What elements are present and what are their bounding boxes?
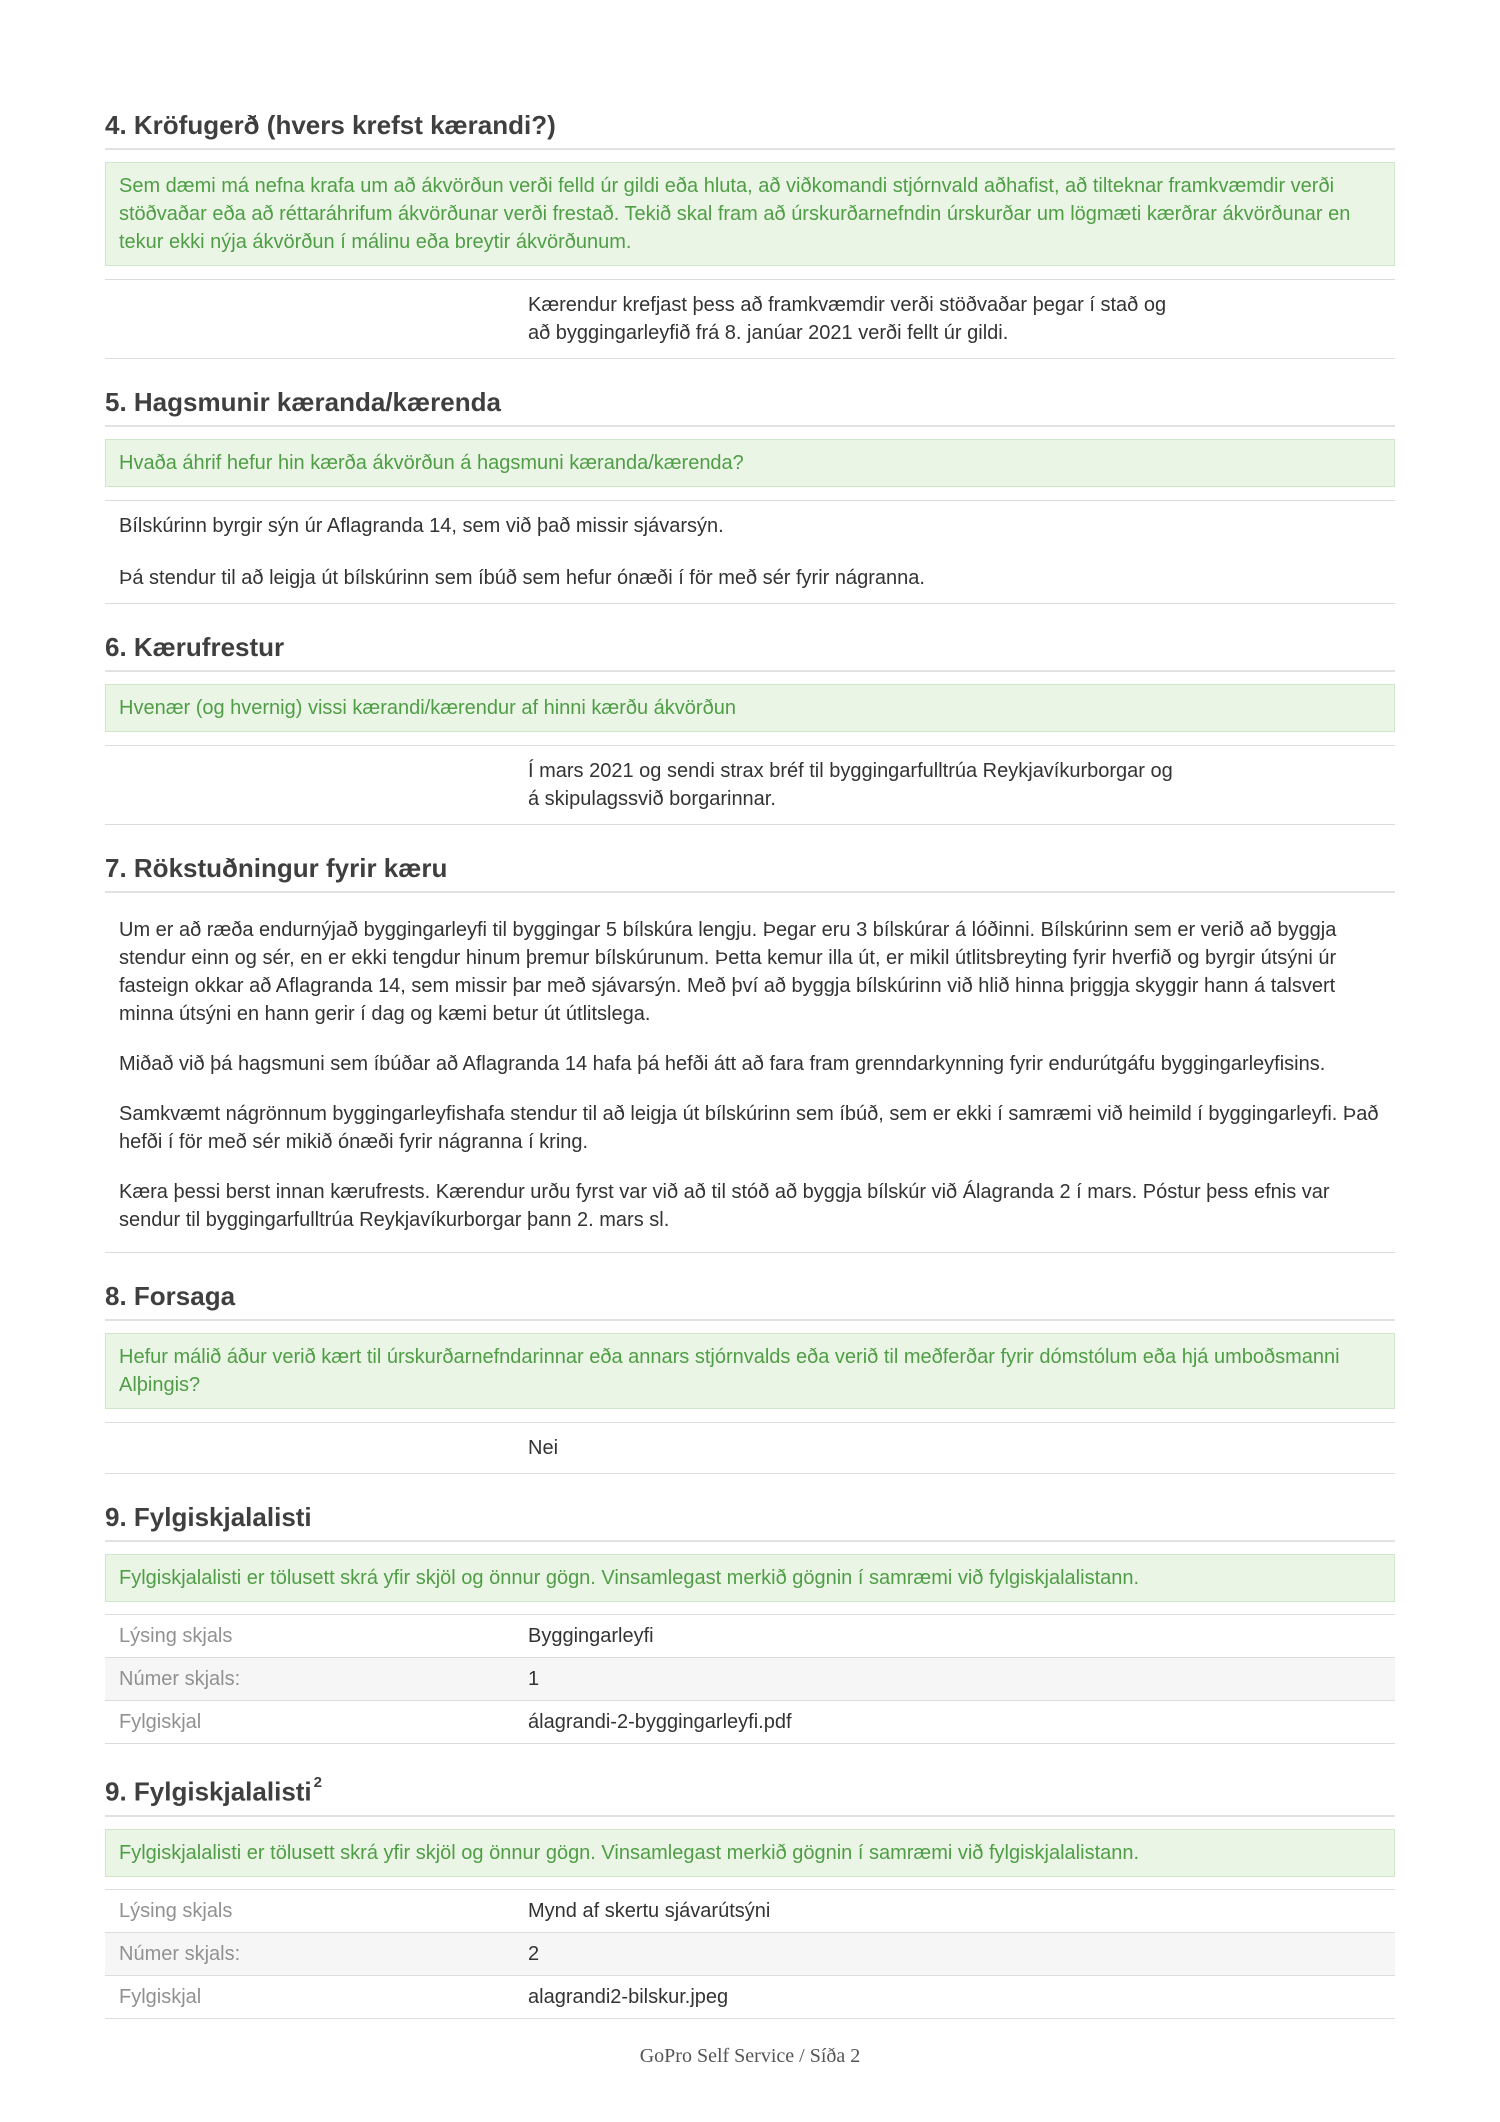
section-hagsmunir xyxy=(105,387,1395,604)
hint-box xyxy=(105,1333,1395,1409)
row-label: Lýsing skjals xyxy=(119,1625,233,1647)
section-fylgiskjalalisti-2 xyxy=(105,1772,1395,2019)
row-value: álagrandi-2-byggingarleyfi.pdf xyxy=(528,1711,792,1733)
hint-text: Hefur málið áður verið kært til úrskurðarnefndarinnar eða annars stjórnvalds eða verið til meðferðar fyrir dómstólum eða hjá umboðsmanni Alþingis? xyxy=(119,1346,1340,1396)
hint-box xyxy=(105,439,1395,487)
hint-box xyxy=(105,1829,1395,1877)
row-value: alagrandi2-bilskur.jpeg xyxy=(528,1985,729,2008)
attachment-table xyxy=(105,1889,1395,2019)
section-heading-krofugerd: 4. Kröfugerð (hvers krefst kærandi?) xyxy=(105,110,1395,150)
table-row xyxy=(105,1615,1395,1658)
answer-text: Í mars 2021 og sendi strax bréf til byggingarfulltrúa Reykjavíkurborgar og á skipulagssvið borgarinnar. xyxy=(528,760,1173,810)
row-label: Númer skjals: xyxy=(119,1668,241,1690)
answer-block xyxy=(105,500,1395,604)
section-heading-hagsmunir: 5. Hagsmunir kæranda/kærenda xyxy=(105,387,1395,427)
section-heading-rokstudningur: 7. Rökstuðningur fyrir kæru xyxy=(105,853,1395,893)
hint-text: Hvaða áhrif hefur hin kærða ákvörðun á hagsmuni kæranda/kærenda? xyxy=(119,452,744,474)
row-label: Lýsing skjals xyxy=(119,1899,233,1922)
row-label: Númer skjals: xyxy=(119,1942,241,1965)
answer-text: Bílskúrinn byrgir sýn úr Aflagranda 14, sem við það missir sjávarsýn. xyxy=(119,515,724,537)
table-row xyxy=(105,1701,1395,1744)
section-heading-forsaga: 8. Forsaga xyxy=(105,1281,1395,1321)
hint-text: Fylgiskjalalisti er tölusett skrá yfir skjöl og önnur gögn. Vinsamlegast merkið gögnin í samræmi við fylgiskjalalistann. xyxy=(119,1841,1140,1864)
row-value: Byggingarleyfi xyxy=(528,1625,654,1647)
table-row xyxy=(105,1976,1395,2019)
section-heading-fylgiskjalalisti-1: 9. Fylgiskjalalisti xyxy=(105,1502,1395,1542)
answer-text: Þá stendur til að leigja út bílskúrinn sem íbúð sem hefur ónæði í för með sér fyrir nágranna. xyxy=(119,567,925,589)
row-label: Fylgiskjal xyxy=(119,1985,202,2008)
page-footer: GoPro Self Service / Síða 2 xyxy=(639,2044,861,2067)
answer-block xyxy=(105,745,1395,825)
section-heading-fylgiskjalalisti-2 xyxy=(105,1772,1395,1817)
row-value: 1 xyxy=(528,1668,540,1690)
attachment-table xyxy=(105,1614,1395,1744)
table-row xyxy=(105,1933,1395,1976)
answer-text: Kærendur krefjast þess að framkvæmdir verði stöðvaðar þegar í stað og að byggingarleyfið frá 8. janúar 2021 verði fellt úr gildi. xyxy=(528,294,1167,344)
answer-block xyxy=(105,1422,1395,1474)
answer-paragraph: Kæra þessi berst innan kærufrests. Kærendur urðu fyrst var við að til stóð að byggja bílskúr við Álagranda 2 í mars. Póstur þess efnis var sendur til byggingarfulltrúa Reykjavíkurborgar þann 2. mars sl. xyxy=(119,1181,1330,1231)
hint-box xyxy=(105,162,1395,266)
table-row xyxy=(105,1658,1395,1701)
answer-paragraph: Samkvæmt nágrönnum byggingarleyfishafa stendur til að leigja út bílskúrinn sem íbúð, sem er ekki í samræmi við heimild í byggingarleyfi. Það hefði í för með sér mikið ónæði fyrir nágranna í kring. xyxy=(119,1103,1379,1153)
hint-box xyxy=(105,684,1395,732)
section-fylgiskjalalisti-1 xyxy=(105,1502,1395,1744)
heading-superscript: 2 xyxy=(313,1774,322,1791)
answer-paragraph: Um er að ræða endurnýjað byggingarleyfi til byggingar 5 bílskúra lengju. Þegar eru 3 bílskúrar á lóðinni. Bílskúrinn sem er verið að byggja stendur einn og sér, en er ekki tengdur hinum þremur bílskúrunum. Þetta kemur illa út, er mikil útlitsbreyting fyrir hverfið og byrgir útsýni úr fasteign okkar að Aflagranda 14, sem missir þar með sjávarsýn. Með því að byggja bílskúrinn við hlið hinna þriggja skyggir hann á talsvert minna útsýni en hann gerir í dag og kæmi betur út útlitslega. xyxy=(119,919,1337,1025)
answer-block xyxy=(105,906,1395,1253)
section-heading-kaerufrestur: 6. Kærufrestur xyxy=(105,632,1395,672)
section-heading-text: 9. Fylgiskjalalisti xyxy=(105,1776,312,1807)
section-kaerufrestur xyxy=(105,632,1395,825)
answer-paragraph: Miðað við þá hagsmuni sem íbúðar að Aflagranda 14 hafa þá hefði átt að fara fram grenndarkynning fyrir endurútgáfu byggingarleyfisins. xyxy=(119,1053,1326,1075)
hint-text: Fylgiskjalalisti er tölusett skrá yfir skjöl og önnur gögn. Vinsamlegast merkið gögnin í samræmi við fylgiskjalalistann. xyxy=(119,1567,1140,1589)
row-label: Fylgiskjal xyxy=(119,1711,202,1733)
row-value: Mynd af skertu sjávarútsýni xyxy=(528,1899,771,1922)
hint-box xyxy=(105,1554,1395,1602)
answer-block xyxy=(105,279,1395,359)
hint-text: Hvenær (og hvernig) vissi kærandi/kærendur af hinni kærðu ákvörðun xyxy=(119,697,736,719)
section-forsaga xyxy=(105,1281,1395,1474)
section-rokstudningur xyxy=(105,853,1395,1253)
section-krofugerd xyxy=(105,110,1395,359)
row-value: 2 xyxy=(528,1942,540,1965)
table-row xyxy=(105,1890,1395,1933)
hint-text: Sem dæmi má nefna krafa um að ákvörðun verði felld úr gildi eða hluta, að viðkomandi stjórnvald aðhafist, að tilteknar framkvæmdir verði stöðvaðar eða að réttaráhrifum ákvörðunar verði frestað. Tekið skal fram að úrskurðarnefndin úrskurðar um lögmæti kærðrar ákvörðunar en tekur ekki nýja ákvörðun í málinu eða breytir ákvörðunum. xyxy=(119,175,1351,253)
answer-text: Nei xyxy=(528,1437,559,1459)
